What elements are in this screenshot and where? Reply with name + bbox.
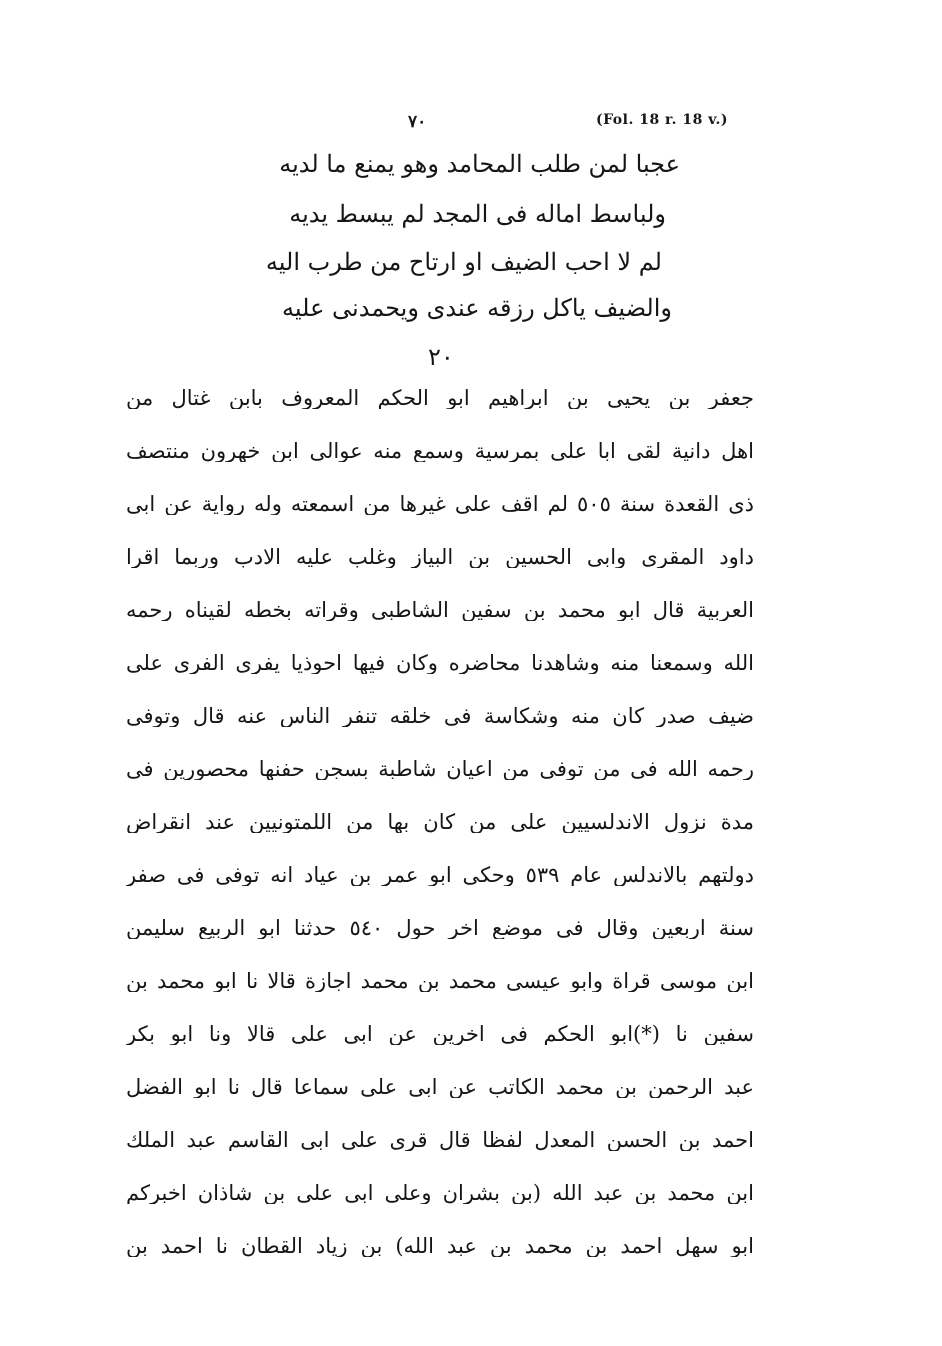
body-text-line: الله وسمعنا منه وشاهدنا محاضره وكان فيها احوذيا يفرى الفرى على — [126, 653, 754, 674]
verse-line: لم لا احب الضيف او ارتاح من طرب اليه — [265, 248, 662, 276]
body-text-line: سفين نا (*)ابو الحكم فى اخرين عن ابى على قالا ونا ابو بكر — [126, 1024, 754, 1045]
verse-line: ولباسط اماله فى المجد لم يبسط يديه — [289, 200, 666, 228]
page-number: ٧٠ — [408, 112, 427, 132]
body-text-line: اهل دانية لقى ابا على بمرسية وسمع منه عوالى ابن خهرون منتصف — [126, 441, 754, 462]
body-text-line: عبد الرحمن بن محمد الكاتب عن ابى على سماعا قال نا ابو الفضل — [126, 1077, 754, 1098]
body-text-line: ضيف صدر كان منه وشكاسة فى خلقه تنفر الناس عنه قال وتوفى — [126, 706, 754, 727]
body-text-line: سنة اربعين وقال فى موضع اخر حول ٥٤٠ حدثنا ابو الربيع سليمن — [126, 918, 754, 939]
body-text-line: العربية قال ابو محمد بن سفين الشاطبى وقراته بخطه لقيناه رحمه — [126, 600, 754, 621]
folio-reference: (Fol. 18 r. 18 v.) — [596, 112, 728, 128]
verse-line: والضيف ياكل رزقه عندى ويحمدنى عليه — [282, 294, 672, 322]
body-text-line: مدة نزول الاندلسيين على من كان بها من اللمتونيين عند انقراض — [126, 812, 754, 833]
body-text-line: ابو سهل احمد بن محمد بن عبد الله) بن زياد القطان نا احمد بن — [126, 1236, 754, 1257]
body-text-line: دولتهم بالاندلس عام ٥٣٩ وحكى ابو عمر بن عياد انه توفى فى صفر — [126, 865, 754, 886]
body-text-line: جعفر بن يحيى بن ابراهيم ابو الحكم المعروف بابن غتال من — [126, 388, 754, 409]
body-text-line: رحمه الله فى من توفى من اعيان شاطبة بسجن حفنها محصورين فى — [126, 759, 754, 780]
body-text-line: ابن موسى قراة وابو عيسى محمد بن محمد اجازة قالا نا ابو محمد بن — [126, 971, 754, 992]
entry-number: ٢٠ — [428, 343, 454, 371]
body-text-line: ابن محمد بن عبد الله (بن بشران وعلى ابى على بن شاذان اخبركم — [126, 1183, 754, 1204]
body-text-line: احمد بن الحسن المعدل لفظا قال قرى على ابى القاسم عبد الملك — [126, 1130, 754, 1151]
body-text-line: داود المقرى وابى الحسين بن البياز وغلب عليه الادب وربما اقرا — [126, 547, 754, 568]
body-text-line: ذى القعدة سنة ٥٠٥ لم اقف على غيرها من اسمعته وله رواية عن ابى — [126, 494, 754, 515]
verse-line: عجبا لمن طلب المحامد وهو يمنع ما لديه — [279, 150, 680, 178]
